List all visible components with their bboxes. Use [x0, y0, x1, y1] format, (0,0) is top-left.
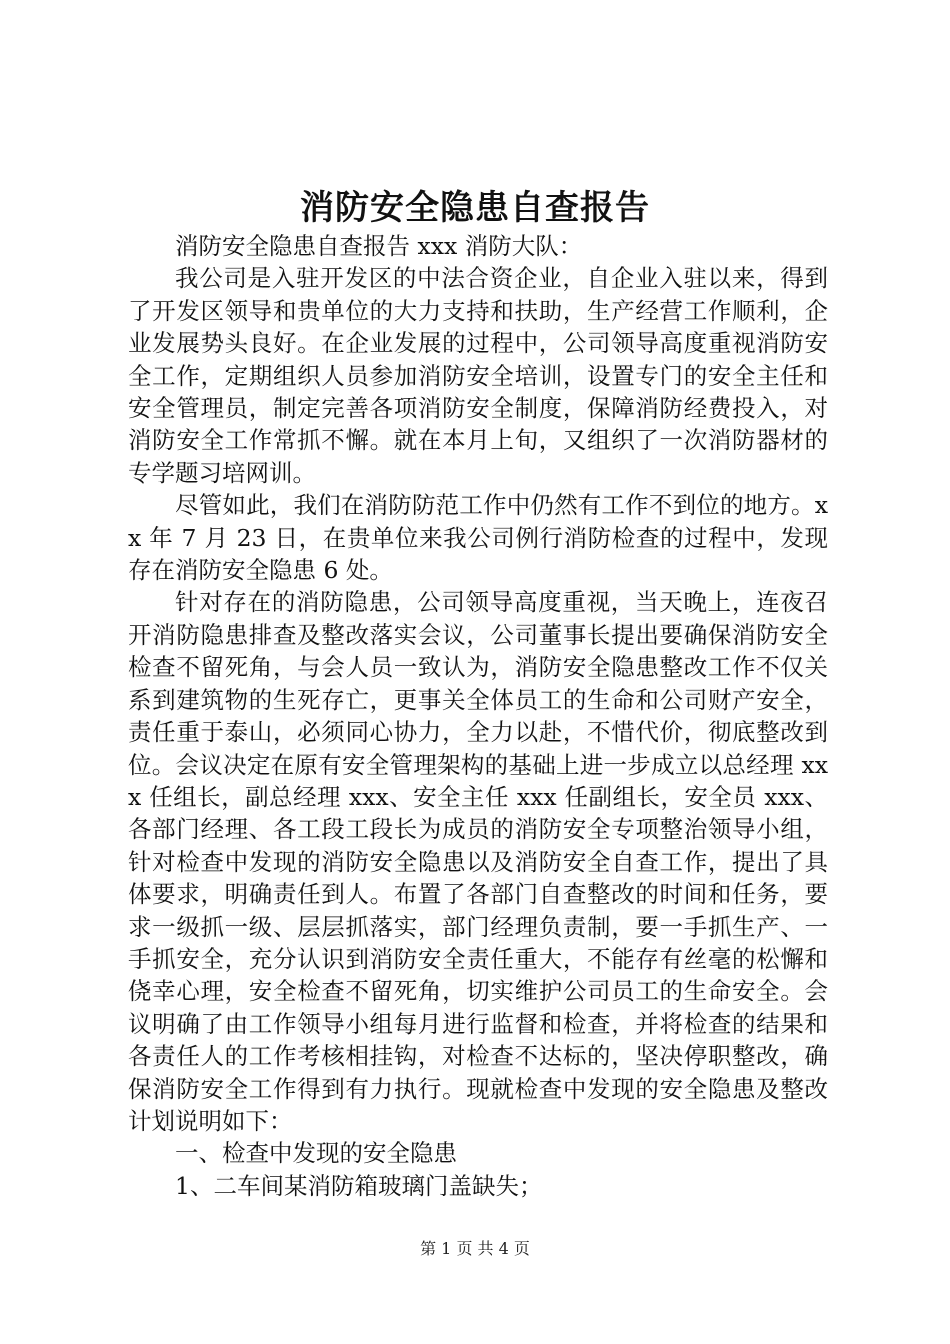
- inspection-finding-paragraph: 尽管如此，我们在消防防范工作中仍然有工作不到位的地方。xx 年 7 月 23 日，在贵单位来我公司例行消防检查的过程中，发现存在消防安全隐患 6 处。: [128, 491, 828, 585]
- hazard-list-item: 1、二车间某消防箱玻璃门盖缺失；: [175, 1171, 543, 1200]
- page-number-footer: 第 1 页 共 4 页: [420, 1239, 530, 1258]
- company-intro-paragraph: 我公司是入驻开发区的中法合资企业，自企业入驻以来，得到了开发区领导和贵单位的大力支持和扶助，生产经营工作顺利，企业发展势头良好。在企业发展的过程中，公司领导高度重视消防安全工作，定期组织人员参加消防安全培训，设置专门的安全主任和安全管理员，制定完善各项消防安全制度，保障消防经费投入，对消防安全工作常抓不懈。就在本月上旬，又组织了一次消防器材的专学题习培网训。: [128, 264, 828, 487]
- document-title: 消防安全隐患自查报告: [300, 188, 650, 228]
- greeting-paragraph: 消防安全隐患自查报告 xxx 消防大队：: [175, 232, 583, 260]
- section-heading: 一、检查中发现的安全隐患: [175, 1139, 457, 1168]
- document-body: [128, 230, 828, 1202]
- rectification-meeting-paragraph: 针对存在的消防隐患，公司领导高度重视，当天晚上，连夜召开消防隐患排查及整改落实会议，公司董事长提出要确保消防安全检查不留死角，与会人员一致认为，消防安全隐患整改工作不仅关系到建筑物的生死存亡，更事关全体员工的生命和公司财产安全，责任重于泰山，必须同心协力，全力以赴，不惜代价，彻底整改到位。会议决定在原有安全管理架构的基础上进一步成立以总经理 xxx 任组长，副总经理 xxx、安全主任 xxx 任副组长，安全员 xxx、各部门经理、各工段工段长为成员的消防安全专项整治领导小组，针对检查中发现的消防安全隐患以及消防安全自查工作，提出了具体要求，明确责任到人。布置了各部门自查整改的时间和任务，要求一级抓一级、层层抓落实，部门经理负责制，要一手抓生产、一手抓安全，充分认识到消防安全责任重大，不能存有丝毫的松懈和侥幸心理，安全检查不留死角，切实维护公司员工的生命安全。会议明确了由工作领导小组每月进行监督和检查，并将检查的结果和各责任人的工作考核相挂钩，对检查不达标的，坚决停职整改，确保消防安全工作得到有力执行。现就检查中发现的安全隐患及整改计划说明如下：: [128, 588, 828, 1135]
